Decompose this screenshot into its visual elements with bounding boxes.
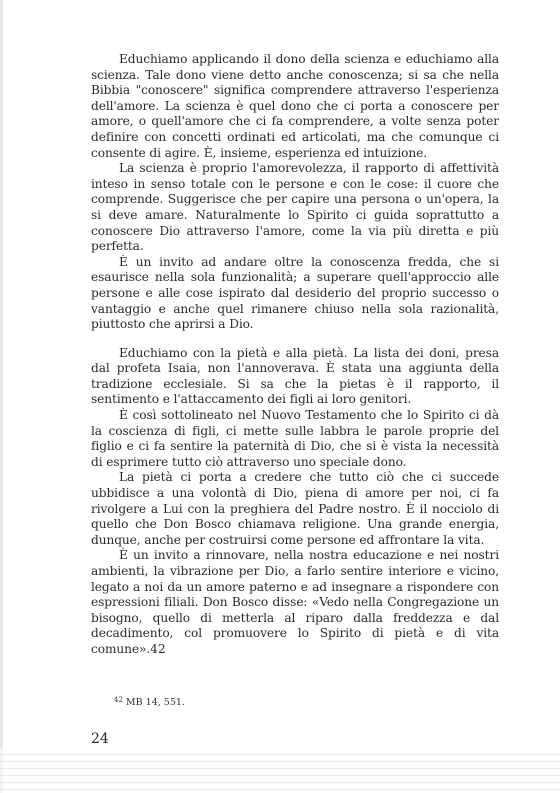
- paragraph-pieta-3: La pietà ci porta a credere che tutto ciò che ci succede ubbidisce a una volontà di Dio, piena di amore per noi, ci fa rivolgere a Lui con la preghiera del Padre nostro. È il nocciolo di quello che Don Bosco chiamava religione. Una grande energia, dunque, anche per costruirsi come persone ed affrontare la vita.: [91, 470, 499, 547]
- footnote: [114, 694, 185, 709]
- paragraph-scienza-3: È un invito ad andare oltre la conoscenza fredda, che si esaurisce nella sola funzionalità; a superare quell'approccio alle persone e alle cose ispirato dal desiderio del proprio successo o vantaggio e anche quel rimanere chiuso nella sola razionalità, piuttosto che aprirsi a Dio.: [91, 254, 499, 332]
- scan-edge-marks: [0, 748, 560, 793]
- paragraph-scienza-1: Educhiamo applicando il dono della scienza e educhiamo alla scienza. Tale dono viene detto anche conoscenza; si sa che nella Bibbia "conoscere" significa comprendere attraverso l'esperienza dell'amore. La scienza è quel dono che ci porta a conoscere per amore, o quell'amore che ci fa comprendere, a volte senza poter definire con concetti ordinati ed articolati, ma che comunque ci consente di agire. È, insieme, esperienza ed intuizione.: [91, 52, 499, 160]
- paragraph-pieta-1: Educhiamo con la pietà e alla pietà. La lista dei doni, presa dal profeta Isaia, non l'annoverava. È stata una aggiunta della tradizione ecclesiale. Si sa che la pietas è il rapporto, il sentimento e l'attaccamento dei figli ai loro genitori.: [91, 345, 499, 407]
- section-gap: [91, 333, 499, 346]
- main-text: [91, 52, 499, 658]
- page-binding-edge: [0, 0, 3, 793]
- page-number: 24: [91, 731, 109, 747]
- footnote-text: MB 14, 551.: [125, 697, 185, 708]
- paragraph-pieta-2: È così sottolineato nel Nuovo Testamento che lo Spirito ci dà la coscienza di figli, ci mette sulle labbra le parole proprie del figlio e ci fa sentire la paternità di Dio, che si è vista la necessità di esprimere tutto ciò attraverso uno speciale dono.: [91, 408, 499, 469]
- footnote-number: 42: [114, 696, 123, 704]
- paragraph-scienza-2: La scienza è proprio l'amorevolezza, il rapporto di affettività inteso in senso totale con le persone e con le cose: il cuore che comprende. Suggerisce che per capire una persona o un'opera, la si deve amare. Naturalmente lo Spirito ci guida soprattutto a conoscere Dio attraverso l'amore, come la via più diretta e più perfetta.: [91, 161, 499, 254]
- paragraph-pieta-4: È un invito a rinnovare, nella nostra educazione e nei nostri ambienti, la vibrazione per Dio, a farlo sentire interiore e vicino, legato a noi da un amore paterno e ad insegnare a rispondere con espressioni filiali. Don Bosco disse: «Vedo nella Congregazione un bisogno, quello di metterla al riparo dalla freddezza e dal decadimento, col promuovere lo Spirito di pietà e di vita comune».42: [91, 548, 499, 656]
